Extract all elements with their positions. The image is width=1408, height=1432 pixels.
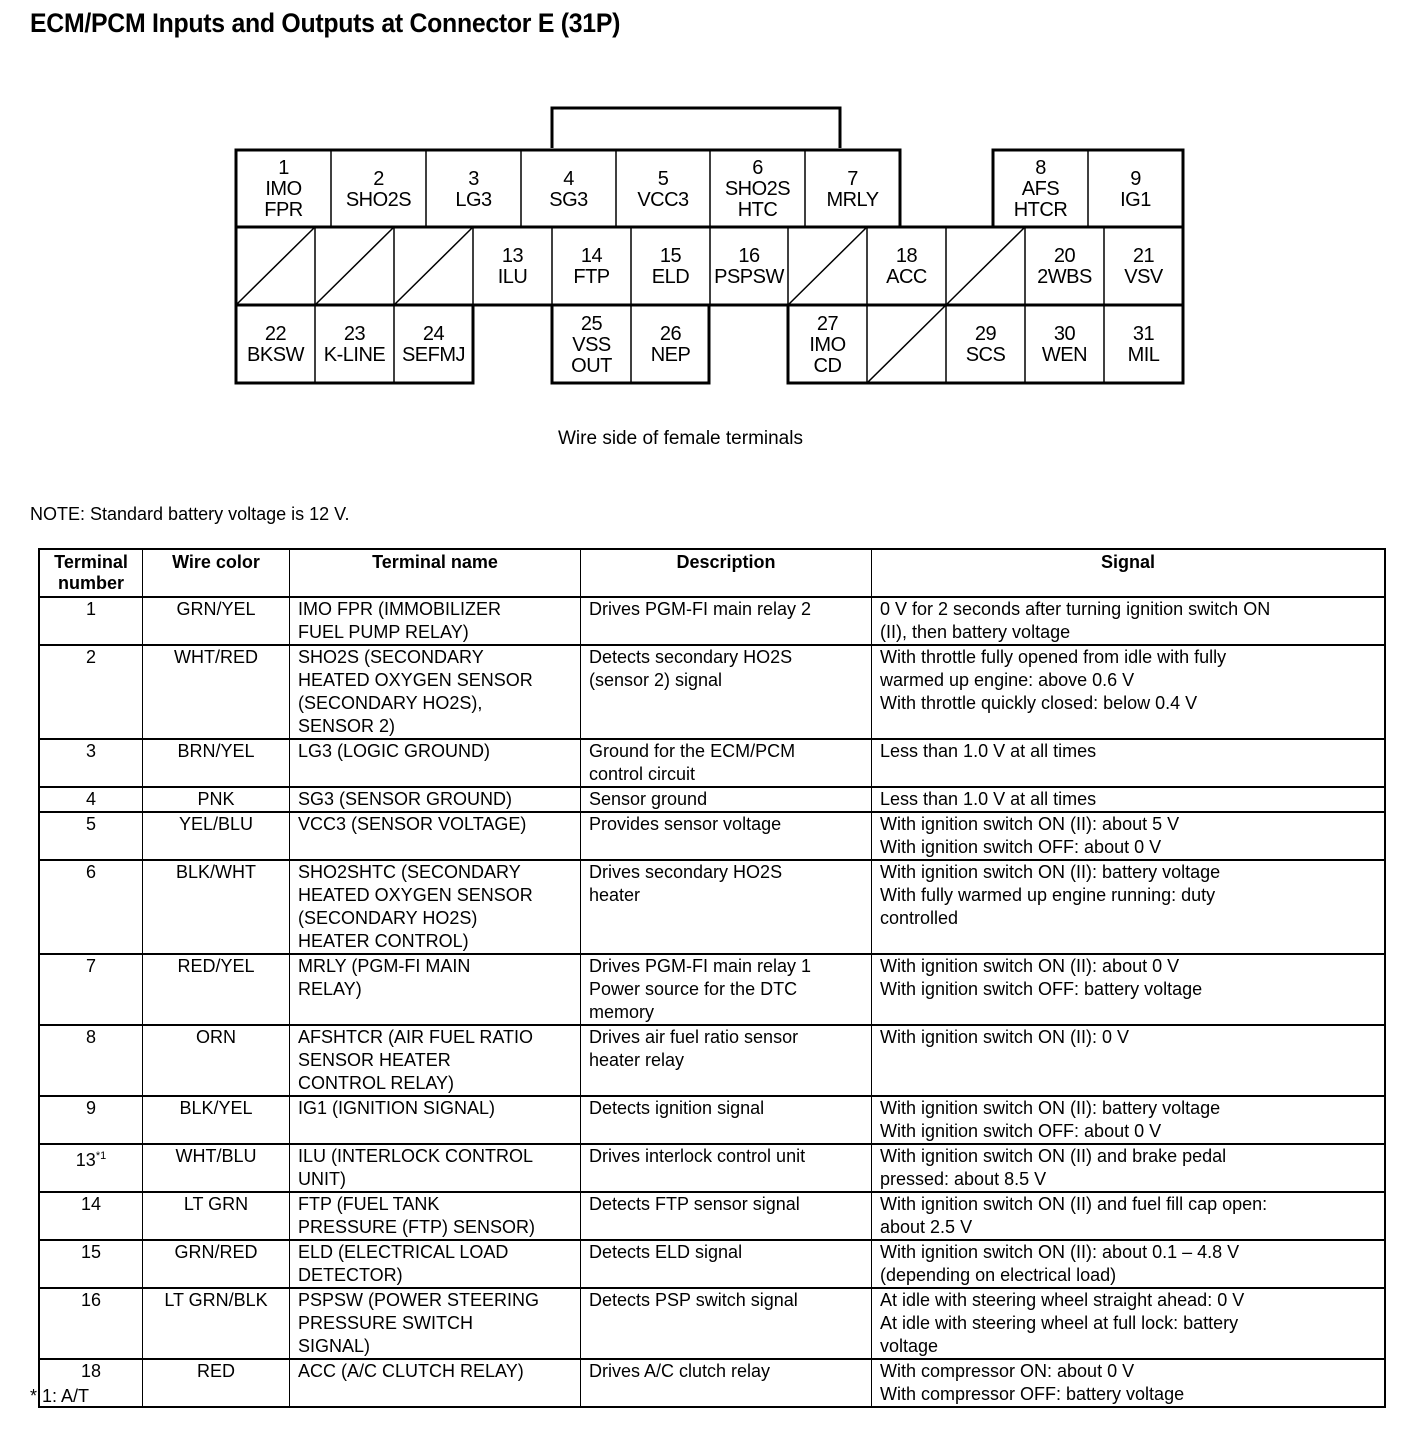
cell-signal-line: (II), then battery voltage <box>880 622 1071 642</box>
header-description: Description <box>581 549 872 597</box>
cell-signal-line: With throttle quickly closed: below 0.4 V <box>880 693 1198 713</box>
cell-terminal-name <box>290 1359 581 1407</box>
terminal-number: 20 <box>1053 245 1076 267</box>
cell-terminal-name <box>290 1144 581 1192</box>
header-signal: Signal <box>872 549 1386 597</box>
terminal-label: FTP <box>573 266 610 288</box>
cell-terminal-name-line: UNIT) <box>298 1169 346 1189</box>
cell-description-line: Provides sensor voltage <box>589 814 782 834</box>
terminal-label: SG3 <box>549 188 588 211</box>
cell-terminal-name-line: RELAY) <box>298 979 362 999</box>
cell-description <box>581 1192 872 1240</box>
terminal-14 <box>552 229 631 305</box>
terminal-label: ILU <box>497 266 528 288</box>
terminal-label: SEFMJ <box>401 344 466 366</box>
cell-description-line: Detects PSP switch signal <box>589 1290 798 1310</box>
cell-signal-line: controlled <box>880 908 959 928</box>
cell-description-line: control circuit <box>589 764 696 784</box>
table-row <box>39 1096 1385 1144</box>
cell-signal-line: pressed: about 8.5 V <box>880 1169 1047 1189</box>
cell-signal <box>872 1359 1386 1407</box>
cell-terminal-name-line: VCC3 (SENSOR VOLTAGE) <box>298 814 527 834</box>
unused-slot-12 <box>394 227 473 305</box>
cell-signal-line: With compressor ON: about 0 V <box>880 1361 1135 1381</box>
cell-terminal-name-line: (SECONDARY HO2S) <box>298 908 478 928</box>
terminal-label: MIL <box>1127 344 1160 366</box>
terminal-label: SHO2S <box>345 188 412 211</box>
terminal-5 <box>616 152 710 227</box>
cell-terminal-number: 13$^{*1}$ <box>39 1144 143 1192</box>
cell-terminal-number: 3 <box>39 739 143 787</box>
cell-terminal-name-line: IMO FPR (IMMOBILIZER <box>298 599 502 619</box>
cell-description <box>581 1144 872 1192</box>
cell-wire-color: GRN/RED <box>143 1240 290 1288</box>
terminal-number: 13 <box>501 245 524 267</box>
cell-terminal-name-line: PRESSURE (FTP) SENSOR) <box>298 1217 536 1237</box>
table-body <box>39 597 1385 1407</box>
cell-description <box>581 1288 872 1359</box>
cell-description <box>581 860 872 954</box>
terminal-label: IMO <box>265 178 302 200</box>
unused-slot-19 <box>946 227 1025 305</box>
cell-terminal-name <box>290 645 581 739</box>
cell-terminal-name-line: FUEL PUMP RELAY) <box>298 622 469 642</box>
cell-terminal-number: 5 <box>39 812 143 860</box>
terminal-number: 9 <box>1130 167 1141 190</box>
header-terminal-name: Terminal name <box>290 549 581 597</box>
cell-wire-color: BLK/WHT <box>143 860 290 954</box>
cell-signal-line: With ignition switch ON (II): battery voltage <box>880 1098 1221 1118</box>
terminal-label: PSPSW <box>714 266 784 288</box>
cell-terminal-number: 16 <box>39 1288 143 1359</box>
cell-terminal-name-line: PRESSURE SWITCH <box>298 1313 474 1333</box>
cell-wire-color: RED <box>143 1359 290 1407</box>
table-row <box>39 1192 1385 1240</box>
cell-signal <box>872 1192 1386 1240</box>
battery-voltage-note: NOTE: Standard battery voltage is 12 V. <box>30 504 350 524</box>
cell-signal-line: voltage <box>880 1336 939 1356</box>
terminal-7 <box>805 152 900 227</box>
cell-signal <box>872 812 1386 860</box>
terminal-15 <box>631 229 710 305</box>
cell-description <box>581 1096 872 1144</box>
table-row <box>39 1025 1385 1096</box>
header-terminal-number <box>39 549 143 597</box>
table-row <box>39 597 1385 645</box>
cell-description-line: Ground for the ECM/PCM <box>589 741 796 761</box>
terminal-label: ACC <box>886 266 927 288</box>
cell-signal-line: With ignition switch OFF: about 0 V <box>880 1121 1162 1141</box>
cell-terminal-name-line: FTP (FUEL TANK <box>298 1194 440 1214</box>
cell-wire-color: LT GRN <box>143 1192 290 1240</box>
terminal-label: SHO2S <box>724 178 791 200</box>
cell-signal-line: With ignition switch ON (II): 0 V <box>880 1027 1130 1047</box>
cell-signal-line: With ignition switch ON (II): about 0 V <box>880 956 1180 976</box>
cell-terminal-number: 9 <box>39 1096 143 1144</box>
cell-wire-color: BRN/YEL <box>143 739 290 787</box>
cell-terminal-name <box>290 860 581 954</box>
terminal-label: VCC3 <box>637 188 689 211</box>
cell-terminal-name-line: HEATED OXYGEN SENSOR <box>298 670 533 690</box>
unused-slot-17 <box>788 227 867 305</box>
cell-terminal-name <box>290 1288 581 1359</box>
terminal-8 <box>993 152 1088 227</box>
terminal-label: BKSW <box>247 344 304 366</box>
cell-wire-color: LT GRN/BLK <box>143 1288 290 1359</box>
cell-description <box>581 812 872 860</box>
cell-wire-color: WHT/BLU <box>143 1144 290 1192</box>
terminal-24 <box>394 307 473 383</box>
cell-terminal-name-line: SHO2S (SECONDARY <box>298 647 484 667</box>
terminal-20 <box>1025 229 1104 305</box>
cell-signal-line: With throttle fully opened from idle with fully <box>880 647 1227 667</box>
terminal-6 <box>710 152 805 227</box>
terminal-label: OUT <box>571 354 612 377</box>
table-row <box>39 739 1385 787</box>
cell-description <box>581 787 872 812</box>
table-header-row <box>39 549 1385 597</box>
cell-wire-color: BLK/YEL <box>143 1096 290 1144</box>
cell-terminal-number: 14 <box>39 1192 143 1240</box>
cell-terminal-number: 7 <box>39 954 143 1025</box>
cell-signal <box>872 645 1386 739</box>
table-row <box>39 1359 1385 1407</box>
cell-terminal-name-line: HEATER CONTROL) <box>298 931 469 951</box>
terminal-number: 5 <box>657 167 669 190</box>
cell-signal-line: With ignition switch ON (II): battery voltage <box>880 862 1221 882</box>
cell-description-line: Drives A/C clutch relay <box>589 1361 771 1381</box>
cell-wire-color: RED/YEL <box>143 954 290 1025</box>
cell-signal-line: warmed up engine: above 0.6 V <box>880 670 1135 690</box>
cell-signal <box>872 1144 1386 1192</box>
cell-terminal-name-line: PSPSW (POWER STEERING <box>298 1290 540 1310</box>
cell-terminal-name-line: IG1 (IGNITION SIGNAL) <box>298 1098 496 1118</box>
cell-terminal-name-line: SG3 (SENSOR GROUND) <box>298 789 513 809</box>
cell-terminal-number: 4 <box>39 787 143 812</box>
terminal-label: SCS <box>965 344 1006 366</box>
cell-signal-line: With fully warmed up engine running: duty <box>880 885 1216 905</box>
cell-description <box>581 597 872 645</box>
cell-wire-color: PNK <box>143 787 290 812</box>
cell-description <box>581 739 872 787</box>
terminal-number: 2 <box>373 167 384 190</box>
cell-wire-color: ORN <box>143 1025 290 1096</box>
terminal-label: HTC <box>737 199 778 221</box>
cell-description-line: Power source for the DTC <box>589 979 798 999</box>
cell-signal-line: With ignition switch ON (II): about 0.1 – 4.8 V <box>880 1242 1240 1262</box>
page-title: ECM/PCM Inputs and Outputs at Connector E (31P) <box>30 8 621 38</box>
cell-terminal-name-line: SENSOR 2) <box>298 716 396 736</box>
terminal-number: 15 <box>659 245 682 267</box>
table-row <box>39 787 1385 812</box>
cell-terminal-name-line: (SECONDARY HO2S), <box>298 693 483 713</box>
cell-signal-line: With compressor OFF: battery voltage <box>880 1384 1185 1404</box>
cell-terminal-name <box>290 1192 581 1240</box>
unused-slot-10 <box>236 227 315 305</box>
terminal-label: FPR <box>264 199 303 221</box>
terminal-number: 7 <box>847 167 858 190</box>
cell-signal-line: Less than 1.0 V at all times <box>880 789 1097 809</box>
terminal-number: 30 <box>1053 323 1076 345</box>
cell-description-line: Drives secondary HO2S <box>589 862 783 882</box>
cell-terminal-number: 1 <box>39 597 143 645</box>
cell-description-line: Detects ignition signal <box>589 1098 765 1118</box>
cell-description-line: Drives air fuel ratio sensor <box>589 1027 799 1047</box>
cell-signal-line: (depending on electrical load) <box>880 1265 1117 1285</box>
cell-description-line: Detects ELD signal <box>589 1242 743 1262</box>
connector-lock-tab <box>552 108 840 148</box>
table-row <box>39 645 1385 739</box>
cell-wire-color: GRN/YEL <box>143 597 290 645</box>
cell-description-line: Detects secondary HO2S <box>589 647 793 667</box>
terminal-number: 25 <box>580 312 603 335</box>
cell-description-line: Drives interlock control unit <box>589 1146 806 1166</box>
terminal-label: WEN <box>1041 344 1088 366</box>
terminal-number: 24 <box>422 323 445 345</box>
unused-slot-11 <box>315 227 394 305</box>
connector-diagram <box>0 0 1408 420</box>
cell-signal <box>872 860 1386 954</box>
terminal-label: VSV <box>1124 266 1163 288</box>
terminal-29 <box>946 307 1025 383</box>
cell-description <box>581 1240 872 1288</box>
cell-terminal-name <box>290 1096 581 1144</box>
cell-signal-line: 0 V for 2 seconds after turning ignition switch ON <box>880 599 1271 619</box>
terminal-2 <box>331 152 426 227</box>
terminal-label: K-LINE <box>323 344 386 366</box>
cell-terminal-name-line: SIGNAL) <box>298 1336 371 1356</box>
terminal-number: 27 <box>816 312 839 335</box>
cell-signal-line: At idle with steering wheel at full lock: battery <box>880 1313 1239 1333</box>
cell-signal-line: With ignition switch OFF: battery voltage <box>880 979 1203 999</box>
terminal-label: 2WBS <box>1037 266 1092 288</box>
terminal-label: NEP <box>650 344 691 366</box>
terminal-number: 16 <box>738 245 760 267</box>
cell-description-line: Sensor ground <box>589 789 708 809</box>
terminal-number: 29 <box>974 323 997 345</box>
cell-terminal-name <box>290 739 581 787</box>
cell-signal <box>872 597 1386 645</box>
terminal-22 <box>236 307 315 383</box>
cell-signal-line: With ignition switch ON (II) and fuel fill cap open: <box>880 1194 1268 1214</box>
cell-terminal-number: 6 <box>39 860 143 954</box>
cell-terminal-name <box>290 954 581 1025</box>
cell-terminal-name-line: HEATED OXYGEN SENSOR <box>298 885 533 905</box>
terminal-label: ELD <box>651 266 690 288</box>
terminal-number: 23 <box>343 323 366 345</box>
terminal-label: VSS <box>572 333 611 356</box>
terminal-25 <box>552 307 631 383</box>
cell-terminal-name-line: DETECTOR) <box>298 1265 403 1285</box>
table-row <box>39 1144 1385 1192</box>
terminal-label: MRLY <box>826 188 879 211</box>
table-row <box>39 954 1385 1025</box>
table-row <box>39 1288 1385 1359</box>
terminal-label: CD <box>813 354 842 377</box>
cell-description-line: Drives PGM-FI main relay 1 <box>589 956 812 976</box>
terminal-number: 4 <box>563 167 574 190</box>
cell-description <box>581 1025 872 1096</box>
terminal-label: HTCR <box>1013 199 1068 221</box>
cell-description-line: (sensor 2) signal <box>589 670 723 690</box>
cell-terminal-name <box>290 1240 581 1288</box>
cell-signal <box>872 787 1386 812</box>
cell-signal <box>872 1288 1386 1359</box>
terminal-26 <box>631 307 710 383</box>
table-row <box>39 860 1385 954</box>
cell-wire-color: YEL/BLU <box>143 812 290 860</box>
header-text: Terminal <box>54 552 128 572</box>
table-row <box>39 812 1385 860</box>
terminal-number: 14 <box>580 245 603 267</box>
header-text: number <box>57 573 124 593</box>
cell-signal <box>872 954 1386 1025</box>
cell-terminal-name <box>290 812 581 860</box>
terminal-27 <box>788 307 867 383</box>
pinout-table <box>38 548 1386 1408</box>
terminal-9 <box>1088 152 1183 227</box>
terminal-label: IG1 <box>1120 188 1151 211</box>
cell-signal <box>872 1096 1386 1144</box>
cell-signal-line: With ignition switch OFF: about 0 V <box>880 837 1162 857</box>
terminal-label: LG3 <box>455 188 492 211</box>
cell-wire-color: WHT/RED <box>143 645 290 739</box>
footnote: * 1: A/T <box>30 1386 90 1406</box>
terminal-number: 18 <box>895 245 918 267</box>
cell-description-line: Drives PGM-FI main relay 2 <box>589 599 812 619</box>
cell-terminal-name <box>290 597 581 645</box>
cell-terminal-name <box>290 1025 581 1096</box>
cell-terminal-name-line: MRLY (PGM-FI MAIN <box>298 956 471 976</box>
cell-terminal-name-line: CONTROL RELAY) <box>298 1073 455 1093</box>
terminal-18 <box>867 229 946 305</box>
terminal-30 <box>1025 307 1104 383</box>
cell-terminal-name-line: SHO2SHTC (SECONDARY <box>298 862 521 882</box>
unused-slot-28 <box>867 305 946 383</box>
terminal-number: 31 <box>1132 323 1155 345</box>
cell-description-line: heater relay <box>589 1050 685 1070</box>
cell-terminal-name-line: ELD (ELECTRICAL LOAD <box>298 1242 509 1262</box>
cell-signal <box>872 1025 1386 1096</box>
cell-description-line: memory <box>589 1002 655 1022</box>
cell-signal-line: about 2.5 V <box>880 1217 973 1237</box>
cell-terminal-number: 18 <box>39 1359 143 1407</box>
cell-terminal-number: 2 <box>39 645 143 739</box>
cell-terminal-number: 15 <box>39 1240 143 1288</box>
terminal-16 <box>710 229 788 305</box>
terminal-label: IMO <box>809 333 846 356</box>
cell-terminal-name-line: ILU (INTERLOCK CONTROL <box>298 1146 534 1166</box>
terminal-number: 1 <box>278 157 289 179</box>
cell-signal-line: Less than 1.0 V at all times <box>880 741 1097 761</box>
cell-terminal-number: 8 <box>39 1025 143 1096</box>
cell-terminal-name-line: LG3 (LOGIC GROUND) <box>298 741 491 761</box>
terminal-3 <box>426 152 521 227</box>
terminal-1 <box>236 152 331 227</box>
footnote-marker: *1 <box>95 1150 107 1162</box>
cell-description-line: heater <box>589 885 641 905</box>
cell-terminal-name <box>290 787 581 812</box>
cell-terminal-name-line: ACC (A/C CLUTCH RELAY) <box>298 1361 524 1381</box>
terminal-number: 3 <box>468 167 479 190</box>
header-wire-color: Wire color <box>143 549 290 597</box>
cell-signal <box>872 739 1386 787</box>
cell-description-line: Detects FTP sensor signal <box>589 1194 800 1214</box>
terminal-4 <box>521 152 616 227</box>
cell-terminal-name-line: AFSHTCR (AIR FUEL RATIO <box>298 1027 534 1047</box>
diagram-caption: Wire side of female terminals <box>558 428 803 449</box>
terminal-13 <box>473 229 552 305</box>
cell-description <box>581 1359 872 1407</box>
cell-terminal-name-line: SENSOR HEATER <box>298 1050 451 1070</box>
terminal-23 <box>315 307 394 383</box>
terminal-number: 8 <box>1035 157 1046 179</box>
terminal-number: 21 <box>1132 245 1155 267</box>
cell-signal-line: With ignition switch ON (II) and brake pedal <box>880 1146 1227 1166</box>
terminal-number: 22 <box>264 323 287 345</box>
terminal-label: AFS <box>1021 178 1060 200</box>
cell-signal-line: With ignition switch ON (II): about 5 V <box>880 814 1180 834</box>
terminal-number: 6 <box>752 157 763 179</box>
terminal-number: 26 <box>659 323 682 345</box>
cell-description <box>581 645 872 739</box>
terminal-21 <box>1104 229 1183 305</box>
terminal-31 <box>1104 307 1183 383</box>
cell-signal-line: At idle with steering wheel straight ahead: 0 V <box>880 1290 1245 1310</box>
table-row <box>39 1240 1385 1288</box>
cell-signal <box>872 1240 1386 1288</box>
cell-description <box>581 954 872 1025</box>
